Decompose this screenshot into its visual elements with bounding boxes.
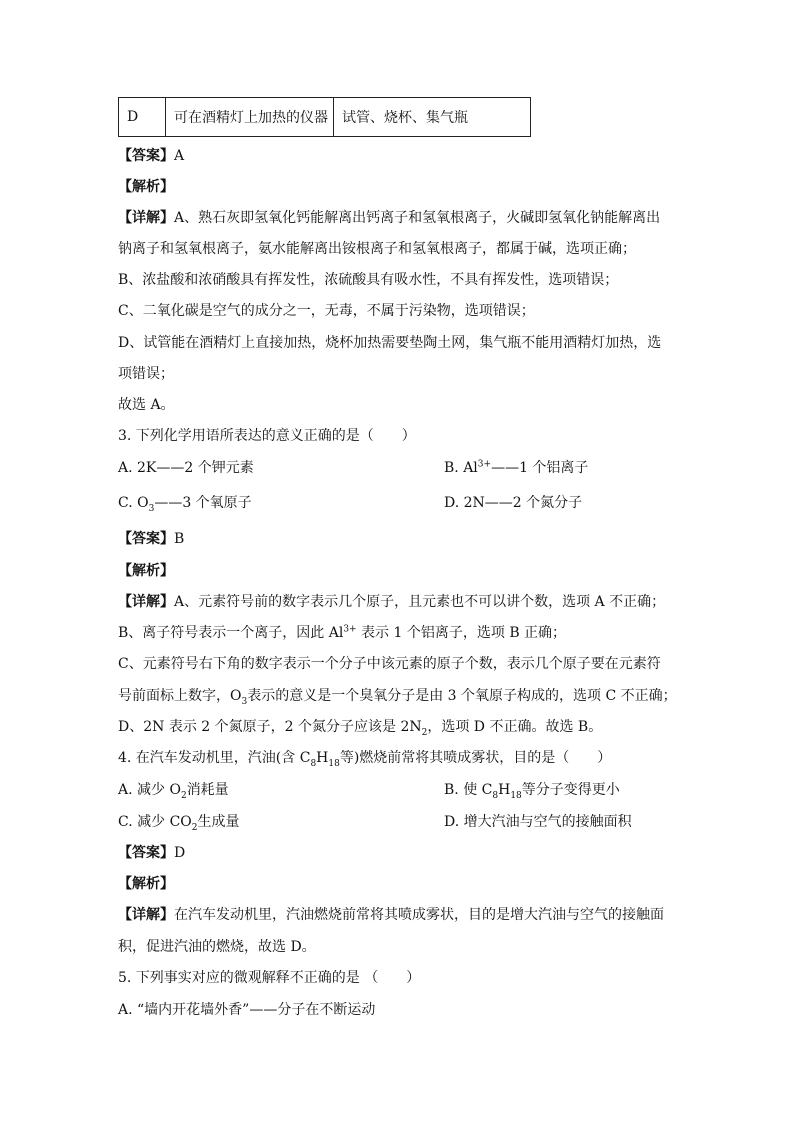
- q4-stem: 4. 在汽车发动机里，汽油(含 $C_8H_{18}$等)燃烧前常将其喷成雾状，目的是（ ）: [118, 750, 612, 769]
- q2-analysis-label: 【解析】: [118, 179, 174, 195]
- q2-detail-line-5: D、试管能在酒精灯上直接加热，烧杯加热需要垫陶土网，集气瓶不能用酒精灯加热，选: [118, 335, 662, 351]
- q2-detail-line-2: 钠离子和氢氧根离子，氨水能解离出铵根离子和氢氧根离子，都属于碱，选项正确；: [118, 241, 636, 257]
- table-cell-option: D: [119, 98, 166, 137]
- q4-option-c: C. 减少 $CO_2$生成量: [118, 814, 240, 833]
- q3-analysis-label: 【解析】: [118, 563, 174, 579]
- q5-option-a: A. “墙内开花墙外香”——分子在不断运动: [118, 1002, 376, 1018]
- q3-detail-line-3: C、元素符号右下角的数字表示一个分子中该元素的原子个数，表示几个原子要在元素符: [118, 656, 661, 672]
- q3-detail-line-4: 号前面标上数字，$O_3$表示的意义是一个臭氧分子是由 3 个氧原子构成的，选项 C 不正确；: [118, 688, 677, 707]
- table-cell-items: 试管、烧杯、集气瓶: [334, 98, 531, 137]
- q3-answer: 【答案】B: [118, 531, 185, 547]
- q3-option-d: D. 2N——2 个氮分子: [444, 495, 583, 511]
- q3-option-c: C. $O_3——3$ 个氧原子: [118, 495, 252, 514]
- q2-detail-line-3: B、浓盐酸和浓硝酸具有挥发性，浓硫酸具有吸水性，不具有挥发性，选项错误；: [118, 272, 619, 288]
- q4-option-a: A. 减少 $O_2$消耗量: [118, 782, 229, 801]
- q3-option-b: B. $Al^{3+}——1$ 个铝离子: [444, 459, 589, 476]
- q4-detail-line-2: 积，促进汽油的燃烧，故选 D。: [118, 939, 316, 955]
- q4-option-d: D. 增大汽油与空气的接触面积: [444, 814, 632, 830]
- q2-answer: 【答案】A: [118, 148, 185, 164]
- table-row: [119, 98, 531, 137]
- q2-detail-line-1: 【详解】A、熟石灰即氢氧化钙能解离出钙离子和氢氧根离子，火碱即氢氧化钠能解离出: [118, 210, 661, 226]
- q3-detail-line-5: D、2N 表示 2 个氮原子，2 个氮分子应该是 $2N_2$，选项 D 不正确。故选 B。: [118, 719, 603, 738]
- q4-answer: 【答案】D: [118, 845, 186, 861]
- answer-table: [118, 97, 531, 137]
- q4-detail-line-1: 【详解】在汽车发动机里，汽油燃烧前常将其喷成雾状，目的是增大汽油与空气的接触面: [118, 907, 664, 923]
- q5-stem: 5. 下列事实对应的微观解释不正确的是 （ ）: [118, 970, 421, 986]
- q2-detail-line-4: C、二氧化碳是空气的成分之一，无毒，不属于污染物，选项错误；: [118, 303, 535, 319]
- q3-option-a: A. 2K——2 个钾元素: [118, 460, 254, 476]
- q3-detail-line-2: B、离子符号表示一个离子，因此 $Al^{3+}$ 表示 1 个铝离子，选项 B 正确；: [118, 624, 567, 641]
- q3-stem: 3. 下列化学用语所表达的意义正确的是（ ）: [118, 428, 416, 444]
- q2-detail-line-6: 项错误；: [118, 366, 174, 382]
- q3-detail-line-1: 【详解】A、元素符号前的数字表示几个原子，且元素也不可以讲个数，选项 A 不正确；: [118, 594, 666, 610]
- q4-analysis-label: 【解析】: [118, 876, 174, 892]
- q2-conclusion: 故选 A。: [118, 397, 175, 413]
- table-cell-category: 可在酒精灯上加热的仪器: [166, 98, 334, 137]
- q4-option-b: B. 使 $C_8H_{18}$等分子变得更小: [444, 782, 620, 801]
